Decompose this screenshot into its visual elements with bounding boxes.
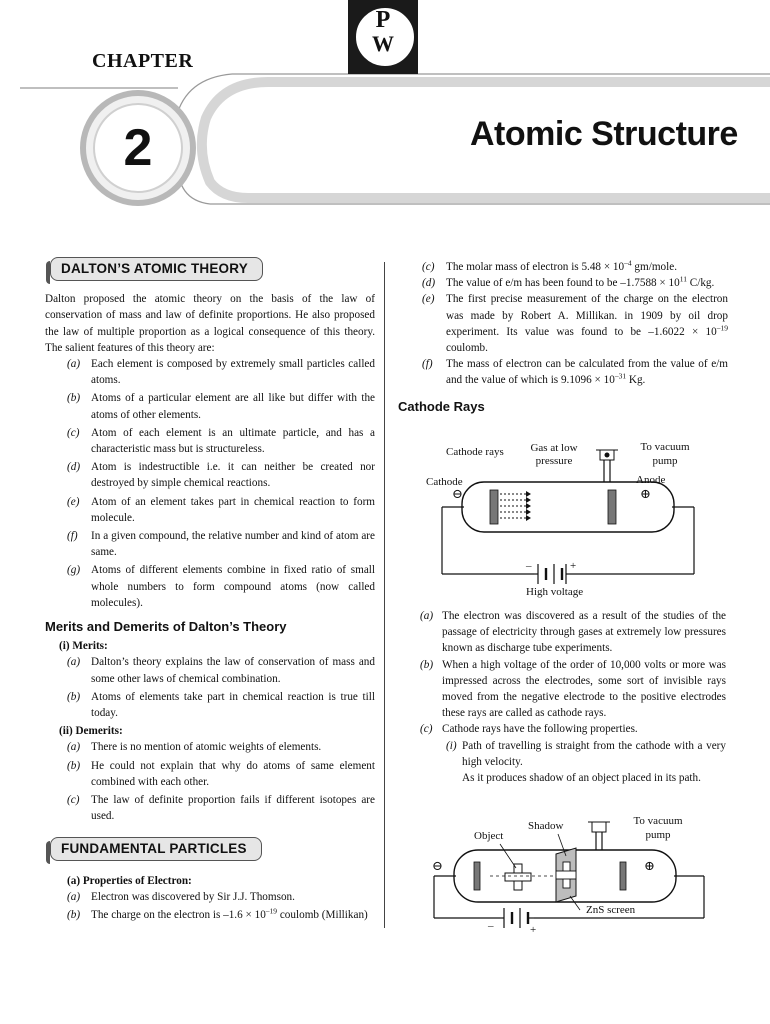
discharge-tube-diagram	[420, 438, 720, 606]
list-item: (a) The electron was discovered as a result of the studies of the passage of electricity through gases at extremely low pressures known as discharge tube experiments.	[420, 610, 726, 655]
list-item: (c) Cathode rays have the following properties.	[420, 723, 638, 736]
chapter-title: Atomic Structure	[470, 115, 738, 153]
column-divider	[384, 262, 385, 928]
list-item: (b) Atoms of a particular element are all like but differ with the atoms of other elements.	[67, 392, 375, 421]
label-high-voltage: High voltage	[526, 586, 584, 598]
battery-plus: +	[530, 924, 537, 936]
electron-list-continued	[398, 259, 728, 389]
merits-heading: Merits and Demerits of Dalton’s Theory	[45, 619, 287, 635]
list-item: (b) Atoms of elements take part in chemical reaction is true till today.	[67, 690, 375, 720]
label-shadow: Shadow	[528, 820, 564, 832]
plus-terminal-icon: ⊕	[644, 858, 655, 873]
label-anode: Anode	[636, 474, 666, 486]
plus-terminal-icon: ⊕	[640, 486, 651, 501]
logo-letter-w: W	[372, 31, 394, 56]
label-object: Object	[474, 830, 504, 842]
shadow-note: As it produces shadow of an object placed in its path.	[462, 772, 701, 785]
cathode-heading: Cathode Rays	[398, 398, 485, 414]
list-item: (b) When a high voltage of the order of 10,000 volts or more was impressed across the electrodes, some sort of invisible rays moved from the negative electrode to the positive electrodes these rays are called as cathode rays.	[420, 658, 726, 720]
electron-list	[45, 889, 375, 923]
list-item: (b) He could not explain that why do atoms of same element combined with each other.	[67, 759, 375, 788]
battery-minus: –	[488, 920, 494, 932]
list-item: (a) Dalton’s theory explains the law of conservation of mass and some other laws of chemical combination.	[67, 656, 375, 685]
chapter-label: CHAPTER	[92, 50, 194, 72]
list-item: (c) Atom of each element is an ultimate particle, and has a characteristic mass but is structureless.	[67, 426, 375, 456]
logo-letter-p: P	[375, 7, 391, 33]
list-item: (b) The charge on the electron is $-1.6 \times 10^{-19}$ coulomb (Millikan)	[67, 906, 368, 922]
merits-label: (i) Merits:	[59, 640, 108, 653]
list-item: (c) The law of definite proportion fails if different isotopes are used.	[67, 794, 375, 823]
battery-minus: –	[526, 560, 532, 572]
demerits-label: (ii) Demerits:	[59, 725, 123, 738]
list-item: (e) Atom of an element takes part in chemical reaction to form molecule.	[67, 495, 375, 524]
left-column	[45, 257, 375, 923]
list-item: (e) The first precise measurement of the charge on the electron was made by Robert A. Millikan. in 1909 by oil drop experiment. Its value was found to be $-1.6022 \times 10^{-19}$ coulomb.	[422, 293, 728, 355]
list-item: (a) Each element is composed by extremely small particles called atoms.	[67, 358, 375, 387]
right-column	[398, 259, 728, 418]
list-item: (d) Atom is indestructible i.e. it can neither be created nor destroyed by simple chemical reactions.	[67, 461, 375, 490]
label-gas-low-pressure: Gas at low pressure	[530, 442, 578, 467]
battery-plus: +	[570, 560, 577, 572]
list-item: (d) The value of e/m has been found to be $-1.7588 \times 10^{11}$ C/kg.	[422, 274, 715, 290]
list-item: (g) Atoms of different elements combine in fixed ratio of small whole numbers to form compound atoms (now called molecules).	[67, 564, 375, 609]
label-vacuum-pump: To vacuum pump	[640, 441, 690, 467]
label-cathode: Cathode	[426, 476, 463, 488]
label-cathode-rays: Cathode rays	[446, 446, 504, 458]
merits-list	[45, 654, 375, 721]
label-zns-screen: ZnS screen	[586, 904, 636, 916]
list-item: (c) The molar mass of electron is $5.48 \times 10^{-4}$ gm/mole.	[422, 258, 677, 273]
fundamental-heading: FUNDAMENTAL PARTICLES	[50, 837, 262, 861]
cathode-sublist	[420, 738, 726, 770]
cathode-text	[420, 608, 726, 786]
demerits-list	[45, 739, 375, 824]
list-item: (a) Electron was discovered by Sir J.J. Thomson.	[67, 890, 295, 903]
chapter-number: 2	[123, 119, 153, 177]
minus-terminal-icon: ⊖	[452, 486, 463, 501]
cathode-list	[420, 608, 726, 738]
minus-terminal-icon: ⊖	[432, 858, 443, 873]
shadow-tube-diagram	[430, 814, 730, 938]
list-item: (i) Path of travelling is straight from the cathode with a very high velocity.	[446, 739, 726, 768]
dalton-list	[45, 356, 375, 611]
list-item: (a) There is no mention of atomic weights of elements.	[67, 741, 322, 754]
dalton-intro: Dalton proposed the atomic theory on the basis of the law of conservation of mass and law of definite proportions. He also proposed the law of multiple proportion as a logical consequence of this theory. The salient features of this theory are:	[45, 293, 375, 354]
list-item: (f) The mass of electron can be calculated from the value of e/m and the value of which is $9.1096 \times 10^{-31}$ Kg.	[422, 358, 728, 387]
dalton-heading: DALTON’S ATOMIC THEORY	[50, 257, 263, 281]
label-vacuum-pump-2: To vacuum pump	[633, 815, 683, 841]
list-item: (f) In a given compound, the relative number and kind of atom are same.	[67, 530, 375, 559]
electron-label: (a) Properties of Electron:	[67, 874, 192, 887]
